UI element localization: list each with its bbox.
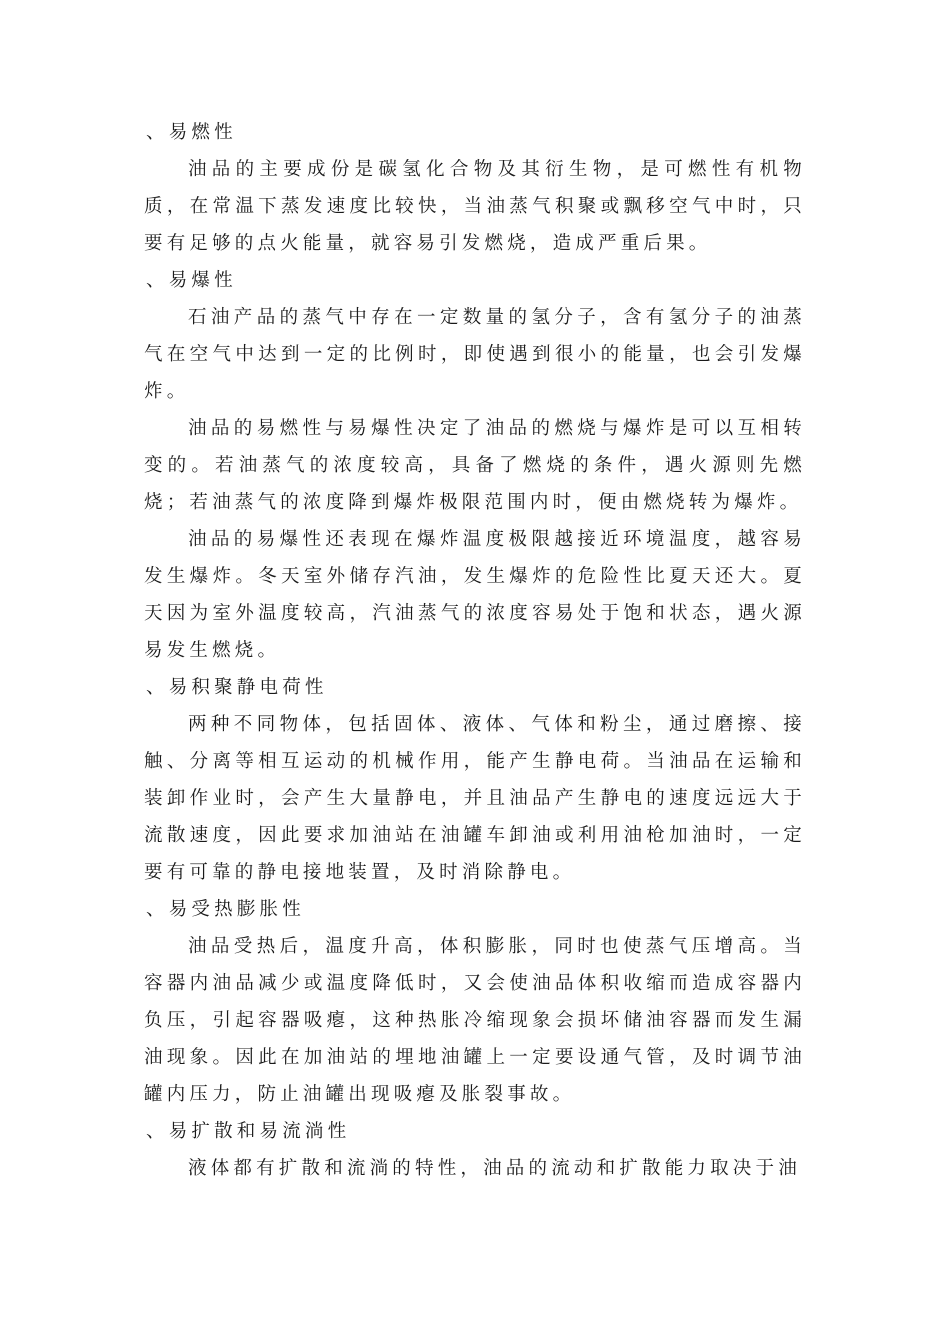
paragraph: 油品的主要成份是碳氢化合物及其衍生物，是可燃性有机物质，在常温下蒸发速度比较快，当油蒸气积聚或飘移空气中时，只要有足够的点火能量，就容易引发燃烧，造成严重后果。 <box>144 159 806 254</box>
paragraph: 油品的易爆性还表现在爆炸温度极限越接近环境温度，越容易发生爆炸。冬天室外储存汽油，发生爆炸的危险性比夏天还大。夏天因为室外温度较高，汽油蒸气的浓度容易处于饱和状态，遇火源易发生燃烧。 <box>144 529 806 661</box>
paragraph: 油品的易燃性与易爆性决定了油品的燃烧与爆炸是可以互相转变的。若油蒸气的浓度较高，具备了燃烧的条件，遇火源则先燃烧；若油蒸气的浓度降到爆炸极限范围内时，便由燃烧转为爆炸。 <box>144 418 806 513</box>
section-heading: 、易燃性 <box>146 122 237 143</box>
section-flammability <box>144 114 806 262</box>
paragraph: 石油产品的蒸气中存在一定数量的氢分子，含有氢分子的油蒸气在空气中达到一定的比例时，即使遇到很小的能量，也会引发爆炸。 <box>144 307 806 402</box>
paragraph: 两种不同物体，包括固体、液体、气体和粉尘，通过磨擦、接触、分离等相互运动的机械作用，能产生静电荷。当油品在运输和装卸作业时，会产生大量静电，并且油品产生静电的速度远远大于流散速度，因此要求加油站在油罐车卸油或利用油枪加油时，一定要有可靠的静电接地装置，及时消除静电。 <box>144 714 806 883</box>
section-static-charge <box>144 669 806 891</box>
section-explosiveness <box>144 262 806 669</box>
section-heading: 、易积聚静电荷性 <box>146 677 328 698</box>
section-heading: 、易受热膨胀性 <box>146 899 305 920</box>
paragraph: 液体都有扩散和流淌的特性，油品的流动和扩散能力取决于油 <box>188 1158 801 1179</box>
section-heading: 、易扩散和易流淌性 <box>146 1121 351 1142</box>
section-thermal-expansion <box>144 891 806 1113</box>
section-diffusion-flow <box>144 1113 806 1187</box>
section-heading: 、易爆性 <box>146 270 237 291</box>
paragraph: 油品受热后，温度升高，体积膨胀，同时也使蒸气压增高。当容器内油品减少或温度降低时，又会使油品体积收缩而造成容器内负压，引起容器吸瘪，这种热胀冷缩现象会损坏储油容器而发生漏油现象。因此在加油站的埋地油罐上一定要设通气管，及时调节油罐内压力，防止油罐出现吸瘪及胀裂事故。 <box>144 936 806 1105</box>
document-page <box>144 114 806 1187</box>
